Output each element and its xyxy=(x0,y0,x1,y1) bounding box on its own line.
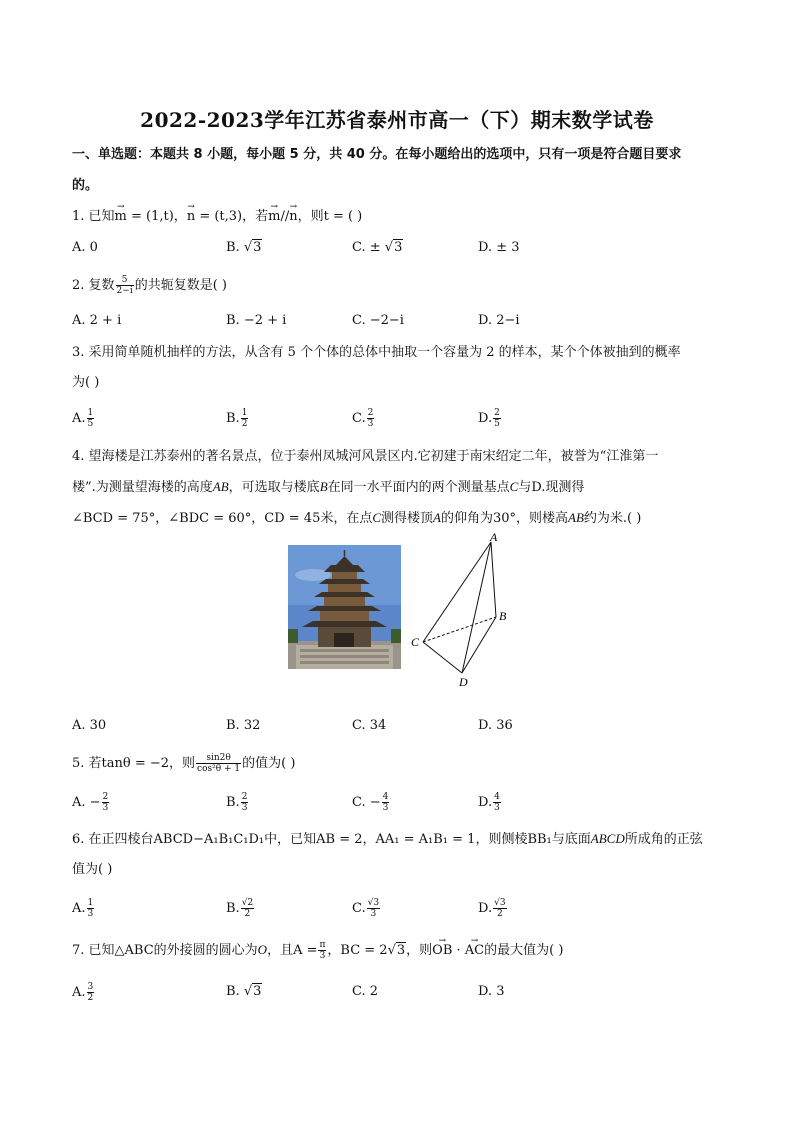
section-heading-line-1: 一、单选题：本题共 8 小题，每小题 5 分，共 40 分。在每小题给出的选项中，只有一项是符合题目要求 xyxy=(72,147,682,162)
q4-option-b[interactable]: B. 32 xyxy=(226,718,261,733)
q2-option-c[interactable]: C. −2−i xyxy=(352,313,404,328)
vector-m: → m xyxy=(115,207,127,227)
q4-stem-line-3: ∠BCD = 75°，∠BDC = 60°，CD = 45米，在点C测得楼顶A的仰角为30°，则楼高AB约为米.( ) xyxy=(72,510,642,526)
q3-option-a[interactable]: A. $\frac{1}{5}$ xyxy=(72,408,94,429)
q4-option-d[interactable]: D. 36 xyxy=(478,718,513,733)
q3-stem-line-2: 为( ) xyxy=(72,375,100,390)
q3-option-d[interactable]: D. $\frac{2}{5}$ xyxy=(478,408,500,429)
q7-option-d[interactable]: D. 3 xyxy=(478,984,505,999)
q5-option-d[interactable]: D. $\frac{4}{3}$ xyxy=(478,792,500,813)
q1-option-b[interactable]: B. √3 xyxy=(226,240,262,255)
q7-stem: 7. 已知△ABC的外接圆的圆心为O，且A = $\frac{\pi}{3}$ ，BC = 2√3，则→ OB · → AC的最大值为( ) xyxy=(72,940,722,961)
q7-option-a[interactable]: A. $\frac{3}{2}$ xyxy=(72,982,94,1003)
vector-ob: → OB xyxy=(432,941,452,961)
q4-stem-line-1: 4. 望海楼是江苏泰州的著名景点，位于泰州凤城河风景区内.它初建于南宋绍定二年，被誉为“江淮第一 xyxy=(72,449,659,464)
q1-option-a[interactable]: A. 0 xyxy=(72,240,98,255)
q2-option-a[interactable]: A. 2 + i xyxy=(72,313,122,328)
q1-option-d[interactable]: D. ± 3 xyxy=(478,240,520,255)
point-label-b: B xyxy=(499,609,507,623)
q4-option-a[interactable]: A. 30 xyxy=(72,718,107,733)
q3-option-b[interactable]: B. $\frac{1}{2}$ xyxy=(226,408,248,429)
q6-option-b[interactable]: B. $\frac{√2}{2}$ xyxy=(226,898,254,919)
q3-stem-line-1: 3. 采用简单随机抽样的方法，从含有 5 个个体的总体中抽取一个容量为 2 的样本，某个个体被抽到的概率 xyxy=(72,345,681,360)
q2-option-b[interactable]: B. −2 + i xyxy=(226,313,287,328)
q6-option-c[interactable]: C. $\frac{√3}{3}$ xyxy=(352,898,380,919)
q5-stem: 5. 若tanθ = −2，则 $\frac{\sin 2\theta}{\text{cos²θ + 1}}$ 的值为( ) xyxy=(72,753,296,774)
page-title: 2022-2023学年江苏省泰州市高一（下）期末数学试卷 xyxy=(140,108,654,132)
q3-option-c[interactable]: C. $\frac{2}{3}$ xyxy=(352,408,374,429)
vector-n: → n xyxy=(187,207,195,227)
q7-option-b[interactable]: B. √3 xyxy=(226,984,262,999)
q2-option-d[interactable]: D. 2−i xyxy=(478,313,520,328)
q6-stem-line-1: 6. 在正四棱台ABCD−A₁B₁C₁D₁中，已知AB = 2，AA₁ = A₁B₁ = 1，则侧棱BB₁与底面ABCD所成角的正弦 xyxy=(72,831,703,847)
q4-stem-line-2: 楼”.为测量望海楼的高度AB，可选取与楼底B在同一水平面内的两个测量基点C与D.现测得 xyxy=(72,479,585,495)
point-label-d: D xyxy=(459,675,468,689)
point-label-c: C xyxy=(411,635,420,649)
vector-ac: → AC xyxy=(465,941,484,961)
point-label-a: A xyxy=(490,530,498,544)
fraction: $\frac{5}{2-i}$ xyxy=(116,275,133,296)
q5-option-a[interactable]: A. − $\frac{2}{3}$ xyxy=(72,792,109,813)
q7-option-c[interactable]: C. 2 xyxy=(352,984,379,999)
q5-option-c[interactable]: C. − $\frac{4}{3}$ xyxy=(352,792,389,813)
q1-stem: 1. 已知→ m = (1,t)，→ n = (t,3)，若→ m//→ n，则t = ( ) xyxy=(72,207,722,227)
q6-stem-line-2: 值为( ) xyxy=(72,862,113,877)
tower-photo xyxy=(288,545,401,669)
q2-stem: 2. 复数 $\frac{5}{2-i}$ 的共轭复数是( ) xyxy=(72,275,227,296)
q6-option-a[interactable]: A. $\frac{1}{3}$ xyxy=(72,898,94,919)
section-heading-line-2: 的。 xyxy=(72,178,99,193)
q6-option-d[interactable]: D. $\frac{√3}{2}$ xyxy=(478,898,506,919)
q5-option-b[interactable]: B. $\frac{2}{3}$ xyxy=(226,792,248,813)
tetrahedron-diagram xyxy=(405,530,525,690)
q4-option-c[interactable]: C. 34 xyxy=(352,718,387,733)
q1-option-c[interactable]: C. ± √3 xyxy=(352,240,403,255)
